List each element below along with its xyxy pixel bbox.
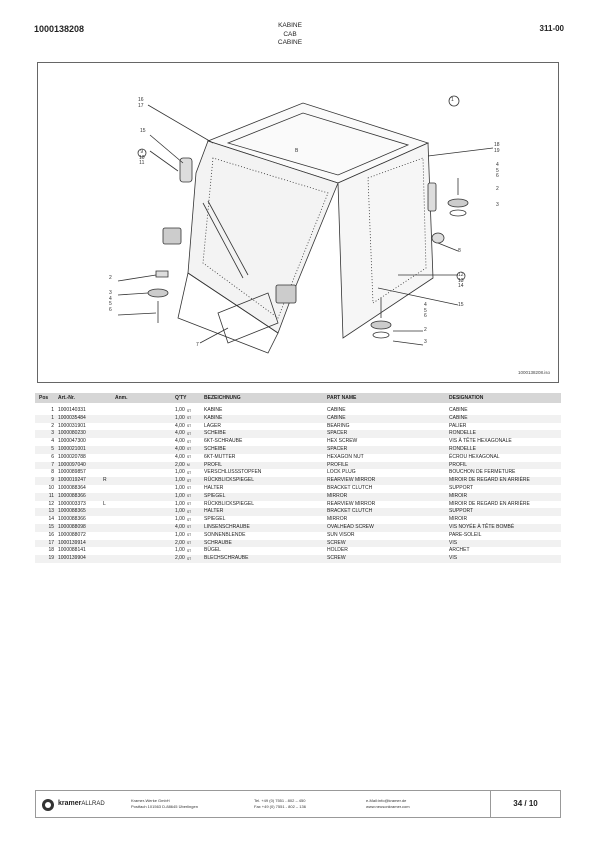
cell-art: 1000088141 <box>58 547 86 554</box>
page-title <box>240 22 340 48</box>
cell-unit: ST <box>187 439 192 444</box>
table-row <box>35 423 561 431</box>
title-de: KABINE <box>278 22 302 29</box>
cell-pn: SCREW <box>327 555 346 562</box>
table-row <box>35 540 561 548</box>
callout-15: 15 <box>140 128 146 134</box>
table-row <box>35 462 561 470</box>
cell-art: 1000139904 <box>58 555 86 562</box>
cell-pos: 12 <box>48 500 54 507</box>
cell-pos: 7 <box>51 461 54 468</box>
cell-qty: 1,00 <box>175 407 185 413</box>
table-row <box>35 547 561 555</box>
parts-table <box>35 407 561 563</box>
cell-bez: PROFIL <box>204 461 223 468</box>
cell-unit: ST <box>187 416 192 421</box>
cell-bez: LINSENSCHRAUBE <box>204 523 250 530</box>
cell-unit: ST <box>187 431 192 436</box>
cell-unit: ST <box>187 502 192 507</box>
cell-art: 1000080230 <box>58 430 86 437</box>
table-header <box>35 393 561 403</box>
logo-icon <box>42 799 54 811</box>
col-pn: PART NAME <box>327 395 357 401</box>
cell-art: 1000088072 <box>58 531 86 538</box>
cell-anm: R <box>103 477 107 484</box>
table-row <box>35 454 561 462</box>
callout-3-top: 3 <box>496 202 499 208</box>
cell-bez: SPIEGEL <box>204 492 226 499</box>
cell-unit: ST <box>187 556 192 561</box>
cell-pos: 2 <box>51 422 54 429</box>
callout-4-5-6-top: 4 5 6 <box>496 162 499 179</box>
col-anm: Anm. <box>115 395 128 401</box>
cell-pos: 8 <box>51 469 54 476</box>
cell-qty: 1,00 <box>175 531 185 538</box>
cell-pn: REARVIEW MIRROR <box>327 500 376 507</box>
cell-unit: ST <box>187 478 192 483</box>
table-row <box>35 477 561 485</box>
cell-art: 1000020788 <box>58 453 86 460</box>
cell-pn: SUN VISOR <box>327 531 355 538</box>
callout-16-17: 16 17 <box>138 97 144 109</box>
cell-unit: ST <box>187 525 192 530</box>
cell-unit: ST <box>187 424 192 429</box>
cell-bez: KABINE <box>204 414 223 421</box>
table-row <box>35 516 561 524</box>
cell-pos: 6 <box>51 453 54 460</box>
cell-des: ARCHET <box>449 547 470 554</box>
cell-bez: SCHRAUBE <box>204 539 232 546</box>
cell-qty: 1,00 <box>175 508 185 515</box>
cell-unit: M <box>187 463 190 468</box>
cell-art: 1000035484 <box>58 414 86 421</box>
cell-unit: ST <box>187 541 192 546</box>
cell-art: 1000088098 <box>58 523 86 530</box>
cell-art: 1000003373 <box>58 500 86 507</box>
cell-qty: 1,00 <box>175 477 185 484</box>
cell-bez: SPIEGEL <box>204 516 226 523</box>
cell-pn: OVALHEAD SCREW <box>327 523 374 530</box>
cell-pn: SPACER <box>327 430 348 437</box>
cell-pn: MIRROR <box>327 516 348 523</box>
cell-art: 1000088366 <box>58 516 86 523</box>
callout-2-bottom: 2 <box>424 327 427 333</box>
cell-qty: 1,00 <box>175 469 185 476</box>
cell-bez: RÜCKBLICKSPIEGEL <box>204 477 255 484</box>
tel: Tel. +49 (0) 7551 - 802 – 450 <box>254 798 306 803</box>
table-row <box>35 555 561 563</box>
cell-unit: ST <box>187 470 192 475</box>
company-address: Postfach 101563 D-88645 Überlingen <box>131 804 198 809</box>
cell-art: 1000021001 <box>58 445 86 452</box>
cell-pn: HEX SCREW <box>327 438 358 445</box>
title-en: CAB <box>283 30 297 38</box>
cell-qty: 2,00 <box>175 539 185 546</box>
cell-pos: 1 <box>51 414 54 421</box>
cell-pos: 3 <box>51 430 54 437</box>
title-fr: CABINE <box>277 39 303 46</box>
callout-9-10-11: 9 10 11 <box>139 149 145 166</box>
callout-15-right: 15 <box>458 302 464 308</box>
table-row <box>35 469 561 477</box>
email: e-Mail:info@kramer.de <box>366 798 407 803</box>
cell-des: PARE-SOLEIL <box>449 531 482 538</box>
col-pos: Pos <box>39 395 49 401</box>
callout-2-top: 2 <box>496 186 499 192</box>
table-row <box>35 493 561 501</box>
cell-qty: 1,00 <box>175 500 185 507</box>
cell-pos: 15 <box>48 523 54 530</box>
cell-qty: 4,00 <box>175 438 185 445</box>
cell-pn: SPACER <box>327 445 348 452</box>
cell-unit: ST <box>187 533 192 538</box>
cell-bez: 6KT-MUTTER <box>204 453 236 460</box>
cell-pos: 13 <box>48 508 54 515</box>
cell-pos: 1 <box>51 407 54 413</box>
cell-qty: 4,00 <box>175 453 185 460</box>
cell-art: 1000097040 <box>58 461 86 468</box>
cell-des: ÉCROU HEXAGONAL <box>449 453 500 460</box>
cell-qty: 1,00 <box>175 414 185 421</box>
cell-art: 1000047300 <box>58 438 86 445</box>
cell-bez: HALTER <box>204 484 224 491</box>
cell-pos: 9 <box>51 477 54 484</box>
cell-pn: REARVIEW MIRROR <box>327 477 376 484</box>
cell-qty: 4,00 <box>175 445 185 452</box>
cell-bez: VERSCHLUSSSTOPFEN <box>204 469 262 476</box>
cell-pn: HOLDER <box>327 547 348 554</box>
brand-suffix: ALLRAD <box>81 801 105 807</box>
cell-bez: RÜCKBLICKSPIEGEL <box>204 500 255 507</box>
callout-4-5-6-bottom: 4 5 6 <box>424 302 427 319</box>
cell-des: MIROIR <box>449 516 468 523</box>
cell-unit: ST <box>187 455 192 460</box>
cell-pos: 18 <box>48 547 54 554</box>
callout-3-bottom: 3 <box>424 339 427 345</box>
table-row <box>35 407 561 415</box>
cell-pos: 16 <box>48 531 54 538</box>
cell-des: VIS <box>449 555 458 562</box>
cell-pos: 5 <box>51 445 54 452</box>
cell-des: RONDELLE <box>449 430 476 437</box>
cell-des: CABINE <box>449 414 468 421</box>
callout-2-left: 2 <box>109 275 112 281</box>
cell-pn: LOCK PLUG <box>327 469 356 476</box>
col-art: Art.-Nr. <box>58 395 75 401</box>
cell-des: PROFIL <box>449 461 468 468</box>
cell-art: 1000019247 <box>58 477 86 484</box>
cell-bez: SCHEIBE <box>204 445 226 452</box>
cell-bez: HALTER <box>204 508 224 515</box>
cell-pn: BEARING <box>327 422 350 429</box>
cell-pn: PROFILE <box>327 461 349 468</box>
cell-qty: 1,00 <box>175 484 185 491</box>
cell-pn: CABINE <box>327 414 346 421</box>
website: www.neusonkramer.com <box>366 804 410 809</box>
table-row <box>35 485 561 493</box>
cell-bez: BÜGEL <box>204 547 221 554</box>
cell-unit: ST <box>187 548 192 553</box>
cell-des: CABINE <box>449 407 468 413</box>
cell-bez: SONNENBLENDE <box>204 531 246 538</box>
cell-pos: 17 <box>48 539 54 546</box>
company-name: Kramer-Werke GmbH <box>131 798 170 803</box>
cell-unit: ST <box>187 517 192 522</box>
cell-qty: 4,00 <box>175 430 185 437</box>
cell-des: VIS NOYÉE À TÊTE BOMBÉ <box>449 523 515 530</box>
footer <box>35 790 561 818</box>
cell-qty: 4,00 <box>175 422 185 429</box>
cell-art: 1000139914 <box>58 539 86 546</box>
cell-qty: 1,00 <box>175 547 185 554</box>
cell-art: 1000031901 <box>58 422 86 429</box>
cell-des: RONDELLE <box>449 445 476 452</box>
cell-des: VIS <box>449 539 458 546</box>
cell-pn: BRACKET CLUTCH <box>327 508 373 515</box>
cell-des: BOUCHON DE FERMETURE <box>449 469 516 476</box>
diagram-id: 1000138208.iso <box>517 370 550 375</box>
col-qty: Q'TY <box>175 395 187 401</box>
cell-pn: HEXAGON NUT <box>327 453 364 460</box>
callout-1: 1 <box>451 97 454 103</box>
cell-pn: BRACKET CLUTCH <box>327 484 373 491</box>
callout-b: B <box>295 148 299 154</box>
col-des: DESIGNATION <box>449 395 484 401</box>
cell-art: 1000140331 <box>58 407 86 413</box>
callout-8: 8 <box>458 248 461 254</box>
brand: kramer <box>58 800 82 807</box>
company-info <box>131 798 198 810</box>
cell-unit: ST <box>187 494 192 499</box>
cell-qty: 1,00 <box>175 492 185 499</box>
fax: Fax +49 (0) 7551 - 802 – 136 <box>254 804 306 809</box>
cell-des: SUPPORT <box>449 484 474 491</box>
cell-pos: 14 <box>48 516 54 523</box>
cab-drawing <box>38 63 560 384</box>
col-bez: BEZEICHNUNG <box>204 395 241 401</box>
phone-info <box>254 798 306 810</box>
table-row <box>35 532 561 540</box>
cell-des: MIROIR DE REGARD EN ARRIÈRE <box>449 477 530 484</box>
kramer-logo <box>42 798 114 812</box>
cell-des: MIROIR DE REGARD EN ARRIÈRE <box>449 500 530 507</box>
cell-des: MIROIR <box>449 492 468 499</box>
callout-7: 7 <box>196 342 199 348</box>
cell-bez: LAGER <box>204 422 221 429</box>
callout-12-13-14: 12 13 14 <box>458 272 464 289</box>
table-row <box>35 508 561 516</box>
cell-pos: 10 <box>48 484 54 491</box>
exploded-diagram <box>37 62 559 383</box>
cell-pos: 19 <box>48 555 54 562</box>
cell-qty: 1,00 <box>175 516 185 523</box>
cell-pos: 11 <box>48 492 54 499</box>
table-row <box>35 524 561 532</box>
cell-bez: 6KT-SCHRAUBE <box>204 438 243 445</box>
table-row <box>35 501 561 509</box>
cell-art: 1000088366 <box>58 492 86 499</box>
cell-qty: 4,00 <box>175 523 185 530</box>
cell-des: PALIER <box>449 422 467 429</box>
cell-bez: SCHEIBE <box>204 430 226 437</box>
cell-art: 1000089857 <box>58 469 86 476</box>
cell-qty: 2,00 <box>175 555 185 562</box>
doc-number: 1000138208 <box>34 24 85 34</box>
web-info <box>366 798 410 810</box>
cell-unit: ST <box>187 486 192 491</box>
callout-18-19: 18 19 <box>494 142 500 154</box>
cell-pos: 4 <box>51 438 54 445</box>
table-row <box>35 415 561 423</box>
cell-unit: ST <box>187 408 192 413</box>
cell-unit: ST <box>187 509 192 514</box>
table-row <box>35 438 561 446</box>
cell-bez: BLECHSCHRAUBE <box>204 555 249 562</box>
cell-anm: L <box>103 500 106 507</box>
page-number: 34 / 10 <box>490 791 560 817</box>
cell-pn: CABINE <box>327 407 346 413</box>
cell-des: VIS À TÊTE HEXAGONALE <box>449 438 512 445</box>
cell-pn: SCREW <box>327 539 346 546</box>
cell-unit: ST <box>187 447 192 452</box>
cell-bez: KABINE <box>204 407 223 413</box>
cell-art: 1000088364 <box>58 484 86 491</box>
cell-des: SUPPORT <box>449 508 474 515</box>
cell-art: 1000088365 <box>58 508 86 515</box>
cell-pn: MIRROR <box>327 492 348 499</box>
table-row <box>35 446 561 454</box>
callout-3-4-5-6-left: 3 4 5 6 <box>109 290 112 313</box>
section-number: 311-00 <box>539 24 564 33</box>
cell-qty: 2,00 <box>175 461 185 468</box>
